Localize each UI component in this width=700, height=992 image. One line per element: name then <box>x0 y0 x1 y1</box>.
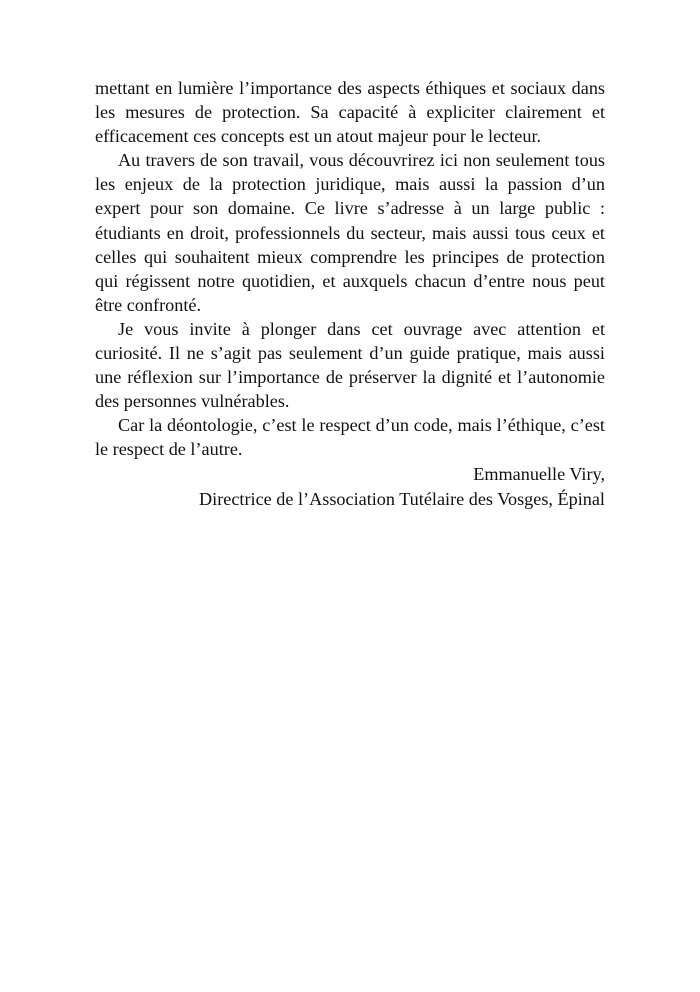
paragraph: Je vous invite à plonger dans cet ouvrage avec attention et curiosité. Il ne s’agit pas seulement d’un guide pratique, mais aussi une réflexion sur l’importance de préserver la dignité et l’autonomie des personnes vulnérables. <box>95 318 605 412</box>
signature-name: Emmanuelle Viry, <box>473 464 605 484</box>
body-text <box>95 76 605 462</box>
paragraph-continuation: mettant en lumière l’importance des aspects éthiques et sociaux dans les mesures de protection. Sa capacité à expliciter clairement et efficacement ces concepts est un atout majeur pour le lecteur. <box>95 78 605 147</box>
paragraph: Au travers de son travail, vous découvrirez ici non seulement tous les enjeux de la protection juridique, mais aussi la passion d’un expert pour son domaine. Ce livre s’adresse à un large public : étudiants en droit, professionnels du secteur, mais aussi tous ceux et celles qui souhaitent mieux comprendre les principes de protection qui régissent notre quotidien, et auxquels chacun d’entre nous peut être confronté. <box>95 150 605 315</box>
signature-block <box>95 462 605 512</box>
paragraph: Car la déontologie, c’est le respect d’un code, mais l’éthique, c’est le respect de l’autre. <box>95 415 605 460</box>
signature-title: Directrice de l’Association Tutélaire des Vosges, Épinal <box>199 489 605 509</box>
